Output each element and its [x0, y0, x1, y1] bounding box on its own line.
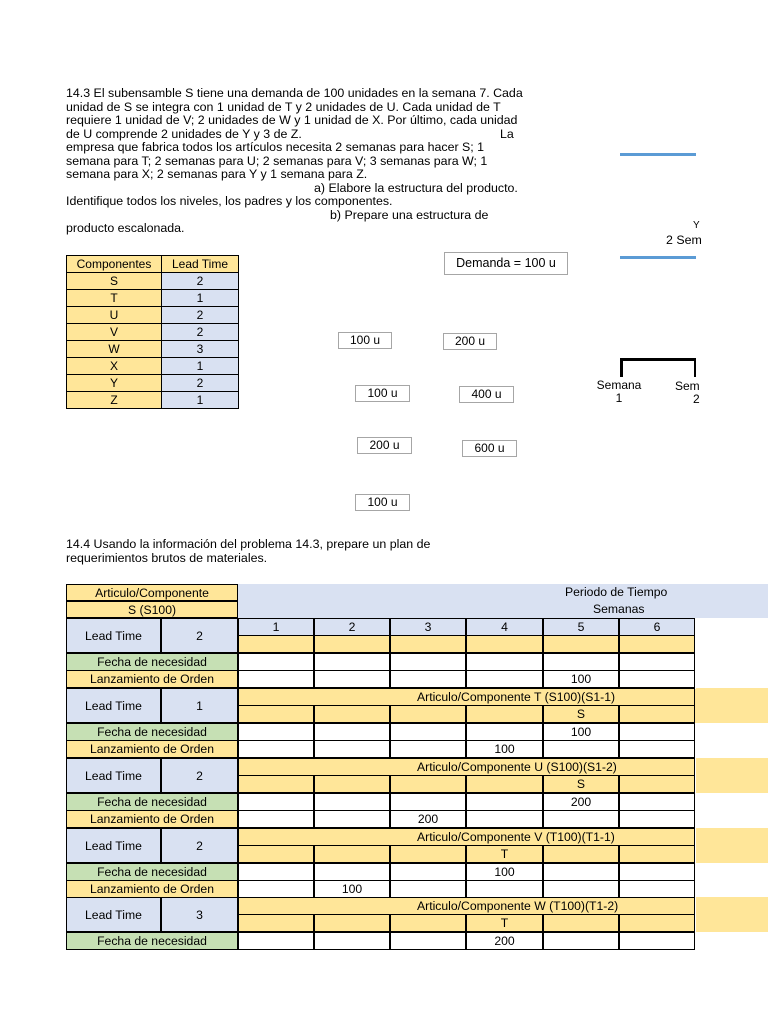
lanzamiento-cell [466, 880, 543, 898]
lanzamiento-cell [619, 810, 695, 828]
component-name: T [67, 290, 162, 307]
fecha-cell [390, 793, 466, 811]
lanzamiento-cell [314, 810, 390, 828]
problem-14-4-line: requerimientos brutos de materiales. [66, 551, 268, 565]
component-lead: 1 [162, 358, 239, 375]
parent-cell [390, 775, 466, 793]
problem-line: producto escalonada. [66, 221, 185, 235]
component-lead: 3 [162, 341, 239, 358]
parent-cell [238, 914, 314, 932]
parent-cell [314, 705, 390, 723]
lead-time-label: Lead Time [66, 618, 161, 653]
fecha-cell [390, 863, 466, 881]
parent-cell [543, 845, 619, 863]
lanzamiento-cell [466, 810, 543, 828]
block-title: Articulo/Componente U (S100)(S1-2) [238, 758, 695, 776]
fecha-cell: 200 [466, 932, 543, 950]
week-header: 4 [466, 618, 543, 636]
lanzamiento-cell: 100 [466, 740, 543, 758]
problem-line: 14.3 El subensamble S tiene una demanda de 100 unidades en la semana 7. Cada [66, 86, 523, 100]
problem-line: unidad de S se integra con 1 unidad de T y 2 unidades de U. Cada unidad de T [66, 100, 501, 114]
fecha-necesidad-label: Fecha de necesidad [66, 653, 238, 671]
fecha-cell [619, 653, 695, 671]
fecha-cell [314, 653, 390, 671]
lanzamiento-cell: 100 [314, 880, 390, 898]
fecha-necesidad-label: Fecha de necesidad [66, 863, 238, 881]
parent-cell: T [466, 914, 543, 932]
fecha-cell [238, 863, 314, 881]
parent-cell [619, 914, 695, 932]
lead-time-label: Lead Time [66, 897, 161, 932]
parent-cell [543, 914, 619, 932]
qty-box: 100 u [355, 494, 410, 511]
component-lead: 2 [162, 375, 239, 392]
block-title: Articulo/Componente T (S100)(S1-1) [238, 688, 695, 706]
parent-cell [314, 845, 390, 863]
week-header: 6 [619, 618, 695, 636]
lanzamiento-label: Lanzamiento de Orden [66, 740, 238, 758]
lanzamiento-cell [314, 740, 390, 758]
fecha-cell [238, 793, 314, 811]
parent-cell [314, 635, 390, 653]
parent-cell [619, 775, 695, 793]
fecha-cell: 100 [543, 723, 619, 741]
parent-cell [314, 914, 390, 932]
parent-cell [466, 635, 543, 653]
component-name: W [67, 341, 162, 358]
week-header: 1 [238, 618, 314, 636]
lanzamiento-cell [543, 810, 619, 828]
lead-time-label: Lead Time [66, 688, 161, 723]
component-name: Z [67, 392, 162, 409]
parent-cell [238, 775, 314, 793]
lead-time-label: Lead Time [66, 758, 161, 793]
fecha-necesidad-label: Fecha de necesidad [66, 723, 238, 741]
lanzamiento-cell [390, 740, 466, 758]
block-title-band [696, 688, 768, 723]
component-lead: 2 [162, 307, 239, 324]
lead-time-value: 2 [161, 618, 238, 653]
fecha-cell [390, 932, 466, 950]
problem-line: empresa que fabrica todos los artículos necesita 2 semanas para hacer S; 1 [66, 140, 485, 154]
parent-cell [238, 705, 314, 723]
lanzamiento-cell [238, 880, 314, 898]
fecha-cell [390, 653, 466, 671]
qty-box: 100 u [338, 332, 392, 349]
qty-box: 200 u [357, 437, 412, 454]
lead-time-value: 3 [161, 897, 238, 932]
fecha-cell: 100 [466, 863, 543, 881]
lanzamiento-cell [238, 810, 314, 828]
lanzamiento-cell: 100 [543, 670, 619, 688]
problem-line: Identifique todos los niveles, los padres y los componentes. [66, 194, 393, 208]
two-weeks-label: 2 Sem [666, 233, 702, 247]
component-name: S [67, 273, 162, 290]
demand-box: Demanda = 100 u [444, 252, 568, 275]
fecha-cell [238, 932, 314, 950]
lanzamiento-cell [238, 670, 314, 688]
lanzamiento-cell [466, 670, 543, 688]
lanzamiento-cell [314, 670, 390, 688]
lanzamiento-cell [543, 880, 619, 898]
fecha-cell [543, 932, 619, 950]
parent-cell [390, 635, 466, 653]
problem-line-la: La [500, 127, 514, 141]
fecha-cell [619, 932, 695, 950]
lanzamiento-cell [619, 880, 695, 898]
lanzamiento-cell [238, 740, 314, 758]
qty-box: 100 u [355, 385, 410, 402]
fecha-necesidad-label: Fecha de necesidad [66, 793, 238, 811]
parent-cell [390, 914, 466, 932]
mrp-semanas-label: Semanas [593, 602, 645, 616]
week-label-2: Sem 2 [675, 379, 700, 406]
lanzamiento-label: Lanzamiento de Orden [66, 880, 238, 898]
block-title-band [696, 897, 768, 932]
mrp-item-s: S (S100) [66, 601, 238, 618]
component-lead: 2 [162, 273, 239, 290]
fecha-cell [314, 932, 390, 950]
lanzamiento-cell [543, 740, 619, 758]
parent-cell [238, 635, 314, 653]
parent-cell: S [543, 775, 619, 793]
lead-time-value: 2 [161, 828, 238, 863]
parent-cell [619, 705, 695, 723]
diagram-fragment: Y [693, 220, 700, 231]
parent-cell [390, 705, 466, 723]
lead-time-value: 1 [161, 688, 238, 723]
fecha-cell [238, 723, 314, 741]
component-name: V [67, 324, 162, 341]
problem-part-b: b) Prepare una estructura de [330, 208, 489, 222]
component-name: Y [67, 375, 162, 392]
problem-14-4-line: 14.4 Usando la información del problema 14.3, prepare un plan de [66, 537, 431, 551]
fecha-cell: 200 [543, 793, 619, 811]
problem-part-a: a) Elabore la estructura del producto. [314, 181, 518, 195]
component-name: X [67, 358, 162, 375]
parent-cell: T [466, 845, 543, 863]
problem-line: semana para X; 2 semanas para Y y 1 semana para Z. [66, 167, 368, 181]
week-header: 5 [543, 618, 619, 636]
week-label-1: Semana 1 [596, 378, 642, 405]
fecha-cell [466, 793, 543, 811]
parent-cell [619, 635, 695, 653]
fecha-necesidad-label: Fecha de necesidad [66, 932, 238, 950]
parent-cell [466, 775, 543, 793]
parent-cell [238, 845, 314, 863]
problem-line: requiere 1 unidad de V; 2 unidades de W y 1 unidad de X. Por último, cada unidad [66, 113, 518, 127]
lead-time-value: 2 [161, 758, 238, 793]
block-title-band [696, 758, 768, 793]
parent-cell [543, 635, 619, 653]
block-title: Articulo/Componente W (T100)(T1-2) [238, 897, 695, 915]
header-componentes: Componentes [67, 256, 162, 273]
fecha-cell [314, 863, 390, 881]
parent-cell [314, 775, 390, 793]
component-lead: 1 [162, 392, 239, 409]
fecha-cell [314, 793, 390, 811]
component-lead: 1 [162, 290, 239, 307]
header-lead-time: Lead Time [162, 256, 239, 273]
week-header: 2 [314, 618, 390, 636]
qty-box: 200 u [443, 333, 497, 350]
problem-line: de U comprende 2 unidades de Y y 3 de Z. [66, 127, 302, 141]
problem-line: semana para T; 2 semanas para U; 2 semanas para V; 3 semanas para W; 1 [66, 154, 488, 168]
qty-box: 600 u [462, 440, 517, 457]
parent-cell: S [543, 705, 619, 723]
block-title-band [696, 828, 768, 863]
fecha-cell [238, 653, 314, 671]
mrp-periodo-label: Periodo de Tiempo [565, 585, 668, 599]
lanzamiento-cell [619, 740, 695, 758]
week-header: 3 [390, 618, 466, 636]
lanzamiento-cell [619, 670, 695, 688]
fecha-cell [543, 653, 619, 671]
fecha-cell [390, 723, 466, 741]
lanzamiento-cell [390, 880, 466, 898]
parent-cell [619, 845, 695, 863]
component-lead: 2 [162, 324, 239, 341]
fecha-cell [619, 863, 695, 881]
fecha-cell [314, 723, 390, 741]
lanzamiento-cell: 200 [390, 810, 466, 828]
fecha-cell [619, 723, 695, 741]
fecha-cell [466, 723, 543, 741]
fecha-cell [466, 653, 543, 671]
lead-time-label: Lead Time [66, 828, 161, 863]
parent-cell [466, 705, 543, 723]
lanzamiento-label: Lanzamiento de Orden [66, 810, 238, 828]
parent-cell [390, 845, 466, 863]
fecha-cell [619, 793, 695, 811]
lanzamiento-cell [390, 670, 466, 688]
mrp-header-label: Articulo/Componente [66, 584, 238, 601]
fecha-cell [543, 863, 619, 881]
lanzamiento-label: Lanzamiento de Orden [66, 670, 238, 688]
block-title: Articulo/Componente V (T100)(T1-1) [238, 828, 695, 846]
qty-box: 400 u [459, 386, 514, 403]
component-name: U [67, 307, 162, 324]
